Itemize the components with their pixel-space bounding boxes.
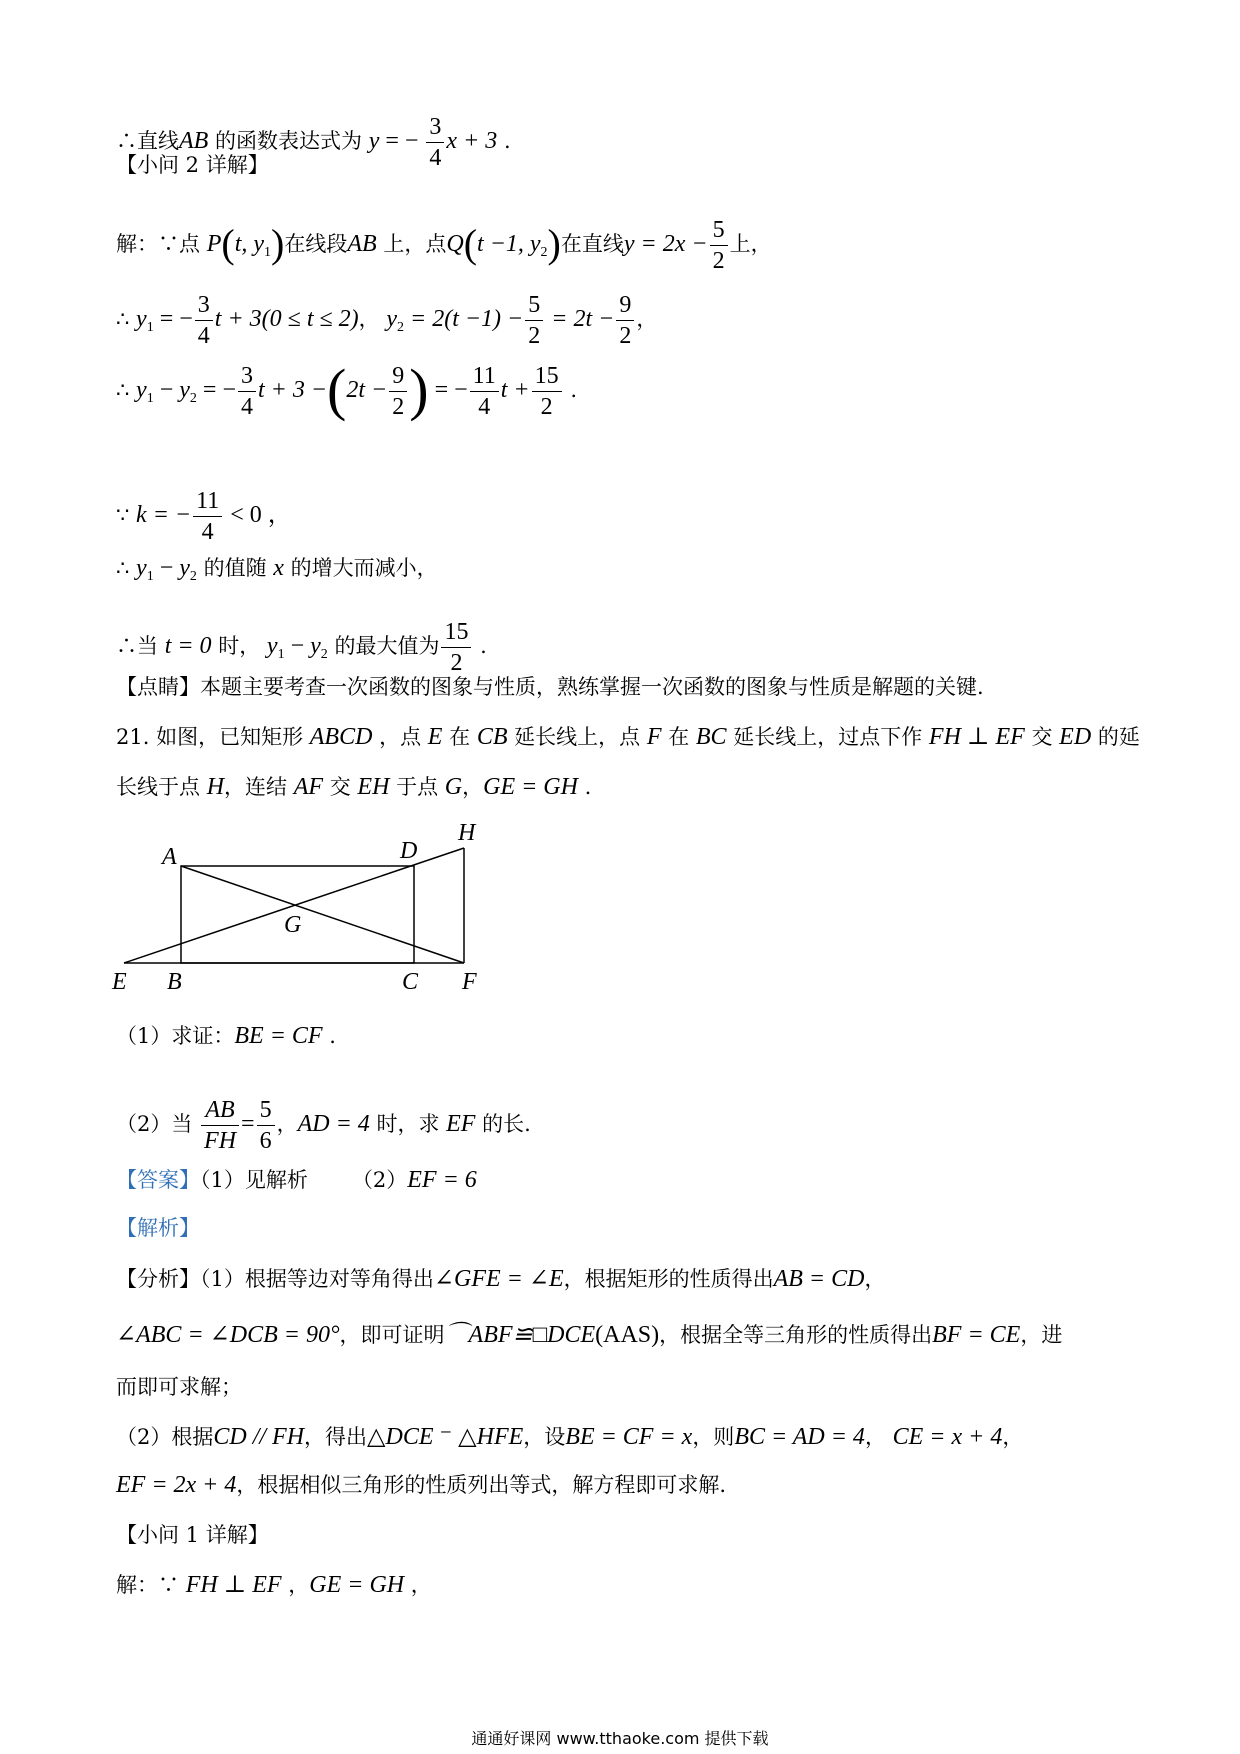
math-y: y bbox=[386, 306, 397, 332]
text: ，则 bbox=[692, 1425, 735, 1449]
text: . bbox=[563, 378, 577, 402]
paren: ) bbox=[547, 221, 561, 266]
text: ， bbox=[276, 1112, 298, 1136]
numerator: 5 bbox=[257, 1095, 275, 1126]
math: − bbox=[284, 633, 311, 659]
text: ，根据全等三角形的性质得出 bbox=[659, 1323, 933, 1347]
analysis-line-4 bbox=[116, 1422, 1023, 1452]
question-2 bbox=[116, 1095, 531, 1156]
math: ED bbox=[1059, 724, 1092, 750]
fraction bbox=[257, 1095, 275, 1156]
math: ∠GFE = ∠E bbox=[433, 1266, 564, 1292]
text: 21. 如图，已知矩形 bbox=[116, 725, 310, 749]
answer-line bbox=[116, 1165, 477, 1195]
numerator: 3 bbox=[426, 112, 444, 143]
numerator: 11 bbox=[470, 361, 499, 392]
denominator: 2 bbox=[392, 394, 405, 420]
label-h: H bbox=[458, 820, 476, 846]
analysis-tag: 【解析】 bbox=[116, 1216, 200, 1240]
numerator: 3 bbox=[195, 290, 213, 321]
text: ，点 bbox=[372, 725, 428, 749]
numerator: AB bbox=[201, 1095, 239, 1126]
line-y1-minus-y2 bbox=[116, 357, 577, 422]
line-y1-y2-values bbox=[116, 290, 657, 351]
text: 长线于点 bbox=[116, 775, 207, 799]
denominator: 6 bbox=[259, 1128, 272, 1154]
math-y: y bbox=[136, 306, 147, 332]
text: 交 bbox=[1024, 725, 1060, 749]
text: ，根据相似三角形的性质列出等式，解方程即可求解. bbox=[236, 1473, 727, 1497]
line-max-value bbox=[116, 617, 487, 678]
text: 时， bbox=[211, 634, 267, 658]
text: ，得出 bbox=[304, 1425, 368, 1449]
text: 交 bbox=[323, 775, 358, 799]
subscript: 1 bbox=[277, 647, 285, 662]
text: . bbox=[473, 634, 487, 658]
math: EF = 2x + 4 bbox=[116, 1472, 237, 1498]
text: ， bbox=[1002, 1425, 1024, 1449]
label-a: A bbox=[162, 844, 177, 870]
subscript: 2 bbox=[320, 647, 328, 662]
math: CB bbox=[476, 724, 508, 750]
analysis-label: 【分析】 bbox=[116, 1267, 200, 1291]
paren: ( bbox=[221, 221, 235, 266]
numerator: 9 bbox=[616, 290, 634, 321]
subscript: 2 bbox=[189, 391, 197, 406]
text: ， bbox=[281, 1573, 310, 1597]
denominator: 4 bbox=[240, 394, 253, 420]
denominator: 2 bbox=[450, 650, 463, 676]
problem-21-line-1 bbox=[116, 722, 1140, 752]
label-e: E bbox=[112, 969, 127, 995]
math-q: Q bbox=[446, 231, 464, 257]
text: 的最大值为 bbox=[327, 634, 440, 658]
numerator: 5 bbox=[710, 215, 728, 246]
text: ∴当 bbox=[116, 634, 165, 658]
math: BF = CE bbox=[932, 1322, 1021, 1348]
label-b: B bbox=[167, 969, 182, 995]
analysis-line-1 bbox=[116, 1264, 885, 1294]
math: F bbox=[646, 724, 662, 750]
denominator: 2 bbox=[619, 323, 632, 349]
math: < 0 ， bbox=[224, 502, 292, 528]
numerator: 15 bbox=[532, 361, 562, 392]
math-x: x bbox=[273, 555, 284, 581]
text: ， bbox=[864, 1425, 893, 1449]
text: ， bbox=[864, 1267, 886, 1291]
math-y: y bbox=[179, 377, 190, 403]
math: ABCD bbox=[309, 724, 373, 750]
math: EF = 6 bbox=[407, 1167, 477, 1193]
math-y: y bbox=[310, 633, 321, 659]
text: ∵ bbox=[116, 503, 137, 527]
text: （1）见解析 bbox=[200, 1168, 308, 1192]
math: ∠ABC = ∠DCB = 90° bbox=[116, 1322, 340, 1348]
math: BE = CF = x bbox=[565, 1424, 693, 1450]
heading-question-2: 【小问 2 详解】 bbox=[116, 153, 269, 177]
label-c: C bbox=[402, 969, 419, 995]
math: EH bbox=[357, 774, 390, 800]
math: △DCE ⁻ △HFE bbox=[367, 1424, 524, 1450]
solution-line-1 bbox=[116, 1570, 432, 1600]
line-point-p-q bbox=[116, 215, 772, 276]
math: BC = AD = 4 bbox=[734, 1424, 865, 1450]
math: GE = GH bbox=[483, 774, 578, 800]
text: 延长线上，点 bbox=[507, 725, 647, 749]
text: 的增大而减小， bbox=[283, 556, 438, 580]
text: 的值随 bbox=[196, 556, 274, 580]
numerator: 11 bbox=[193, 486, 222, 517]
label-g: G bbox=[284, 912, 302, 938]
math: CD // FH bbox=[213, 1424, 305, 1450]
math: BC bbox=[695, 724, 727, 750]
math: H bbox=[206, 774, 225, 800]
text: 在 bbox=[442, 725, 477, 749]
math: AF bbox=[293, 774, 324, 800]
math: ⌒ABF≌□DCE bbox=[444, 1322, 596, 1348]
text: 上， bbox=[729, 232, 772, 256]
text: ∴ bbox=[116, 378, 137, 402]
math: AD = 4 bbox=[297, 1111, 370, 1137]
text: 解：∵ bbox=[116, 1573, 186, 1597]
label-f: F bbox=[462, 969, 477, 995]
analysis-line-3: 而即可求解； bbox=[116, 1375, 242, 1399]
math: 2t − bbox=[346, 377, 388, 403]
text: ∴直线 bbox=[116, 129, 179, 153]
text: （1）根据等边对等角得出 bbox=[200, 1267, 434, 1291]
text: ∴ bbox=[116, 556, 137, 580]
subscript: 1 bbox=[264, 245, 272, 260]
text: . bbox=[497, 129, 511, 153]
geometry-figure bbox=[110, 816, 490, 1001]
denominator: 2 bbox=[528, 323, 541, 349]
text: . bbox=[322, 1024, 336, 1048]
math: = 2(t −1) − bbox=[404, 306, 524, 332]
fraction bbox=[532, 361, 562, 422]
text: 上，点 bbox=[376, 232, 447, 256]
math: EF bbox=[446, 1111, 476, 1137]
analysis-line-2 bbox=[116, 1320, 1062, 1350]
math: (AAS) bbox=[595, 1322, 660, 1348]
text: （1）求证： bbox=[116, 1024, 235, 1048]
numerator: 3 bbox=[238, 361, 256, 392]
text: ，设 bbox=[523, 1425, 566, 1449]
fraction bbox=[616, 290, 634, 351]
text: ，即可证明 bbox=[339, 1323, 445, 1347]
fraction bbox=[426, 112, 444, 173]
denominator: 2 bbox=[540, 394, 553, 420]
math: G bbox=[444, 774, 463, 800]
text: 在 bbox=[661, 725, 696, 749]
text: ，连结 bbox=[224, 775, 294, 799]
denominator: 4 bbox=[197, 323, 210, 349]
math: FH ⊥ EF bbox=[928, 724, 1025, 750]
text: ， bbox=[404, 1573, 432, 1597]
fraction bbox=[195, 290, 213, 351]
math: t + 3 − bbox=[257, 377, 328, 403]
numerator: 15 bbox=[441, 617, 471, 648]
text: 延长线上，过点下作 bbox=[726, 725, 929, 749]
line-k-value bbox=[116, 486, 292, 547]
denominator: 2 bbox=[712, 248, 725, 274]
line-comment: 【点睛】本题主要考查一次函数的图象与性质，熟练掌握一次函数的图象与性质是解题的关键. bbox=[116, 675, 984, 699]
text: （2）根据 bbox=[116, 1425, 214, 1449]
subscript: 1 bbox=[146, 320, 154, 335]
denominator: FH bbox=[204, 1128, 237, 1154]
fraction bbox=[193, 486, 222, 547]
label-d: D bbox=[400, 838, 418, 864]
paren: ( bbox=[463, 221, 478, 266]
text: 解：∵点 bbox=[116, 232, 207, 256]
line-decreasing bbox=[116, 553, 438, 592]
math: x + 3 bbox=[446, 128, 498, 154]
segment-af bbox=[181, 866, 464, 963]
text: ，根据矩形的性质得出 bbox=[563, 1267, 774, 1291]
math: − bbox=[153, 555, 180, 581]
text: ， bbox=[636, 307, 658, 331]
subscript: 1 bbox=[146, 569, 154, 584]
numerator: 5 bbox=[525, 290, 543, 321]
math: GE = GH bbox=[309, 1572, 405, 1598]
math: = − bbox=[379, 128, 425, 154]
analysis-line-5 bbox=[116, 1470, 726, 1500]
math-ab: AB bbox=[347, 231, 377, 257]
math: CE = x + 4 bbox=[892, 1424, 1003, 1450]
math: E bbox=[427, 724, 443, 750]
math: AB = CD bbox=[773, 1266, 865, 1292]
math: = − bbox=[196, 377, 236, 403]
math: FH ⊥ EF bbox=[185, 1572, 282, 1598]
heading-question-1: 【小问 1 详解】 bbox=[116, 1523, 269, 1547]
numerator: 9 bbox=[389, 361, 407, 392]
math: = − bbox=[428, 377, 468, 403]
math: y = 2x − bbox=[623, 231, 708, 257]
text: ， bbox=[358, 307, 387, 331]
math: t −1, y bbox=[477, 231, 541, 257]
paren: ) bbox=[271, 221, 285, 266]
math: t, y bbox=[234, 231, 265, 257]
math-y: y bbox=[368, 128, 380, 154]
text: 的长. bbox=[475, 1112, 531, 1136]
text: （2） bbox=[351, 1168, 408, 1192]
math: k = − bbox=[136, 502, 192, 528]
text: . bbox=[577, 775, 592, 799]
math: = − bbox=[153, 306, 193, 332]
math-y: y bbox=[266, 633, 278, 659]
denominator: 4 bbox=[478, 394, 491, 420]
math-y: y bbox=[136, 555, 147, 581]
math: − bbox=[153, 377, 180, 403]
fraction bbox=[201, 1095, 239, 1156]
problem-21-line-2 bbox=[116, 772, 591, 802]
text: （2）当 bbox=[116, 1112, 200, 1136]
text: 在线段 bbox=[284, 232, 348, 256]
paren: ( bbox=[327, 357, 347, 422]
footer-credit: 通通好课网 www.tthaoke.com 提供下载 bbox=[471, 1729, 769, 1748]
subscript: 2 bbox=[540, 245, 548, 260]
subscript: 2 bbox=[397, 320, 404, 335]
math-p: P bbox=[206, 231, 222, 257]
math: (0 ≤ t ≤ 2) bbox=[261, 306, 359, 332]
fraction bbox=[389, 361, 407, 422]
text: 的延 bbox=[1091, 725, 1140, 749]
subscript: 1 bbox=[146, 391, 154, 406]
math-ab: AB bbox=[179, 128, 209, 154]
math: t + 3 bbox=[214, 306, 262, 332]
denominator: 4 bbox=[201, 519, 214, 545]
math-y: y bbox=[136, 377, 147, 403]
text: 在直线 bbox=[560, 232, 624, 256]
text: 时，求 bbox=[369, 1112, 447, 1136]
text: 于点 bbox=[389, 775, 445, 799]
fraction bbox=[470, 361, 499, 422]
math: BE = CF bbox=[234, 1023, 323, 1049]
text: ∴ bbox=[116, 307, 137, 331]
text: ，进 bbox=[1020, 1323, 1063, 1347]
fraction bbox=[238, 361, 256, 422]
text: 的函数表达式为 bbox=[208, 129, 369, 153]
math-y: y bbox=[179, 555, 190, 581]
question-1 bbox=[116, 1021, 336, 1051]
math: = 2t − bbox=[545, 306, 615, 332]
subscript: 2 bbox=[189, 569, 197, 584]
fraction bbox=[441, 617, 471, 678]
answer-tag: 【答案】 bbox=[116, 1168, 200, 1192]
text: ， bbox=[462, 775, 484, 799]
denominator: 4 bbox=[429, 145, 442, 171]
math: t + bbox=[500, 377, 530, 403]
math: t = 0 bbox=[164, 633, 212, 659]
fraction bbox=[710, 215, 728, 276]
math: = bbox=[241, 1111, 255, 1137]
paren: ) bbox=[409, 357, 429, 422]
fraction bbox=[525, 290, 543, 351]
